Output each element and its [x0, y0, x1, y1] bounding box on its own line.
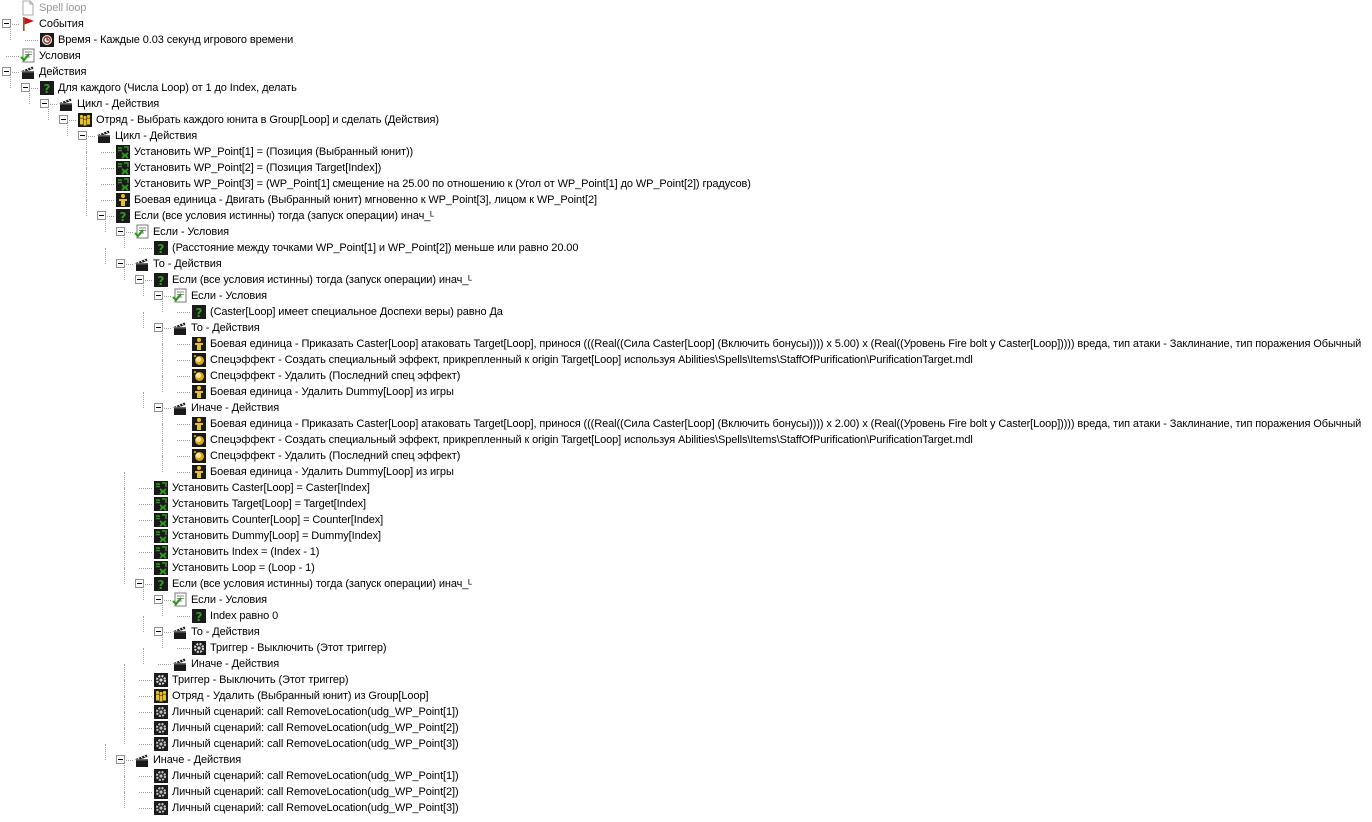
conditions-icon — [172, 592, 188, 608]
custom-script-icon — [153, 784, 169, 800]
tree-node[interactable] — [0, 96, 1372, 112]
tree-node[interactable] — [0, 272, 1372, 288]
tree-node-label: Установить Caster[Loop] = Caster[Index] — [172, 482, 370, 494]
custom-script-icon — [153, 768, 169, 784]
tree-node-label: Боевая единица - Приказать Caster[Loop] атаковать Target[Loop], принося (((Real((Сила Caster[Loop] (Включить бонусы)))) x 2.00) x (Real((Уровень Fire bolt у Caster[Loop])))) вреда, тип атаки - Заклинание, тип поражения Обычный — [210, 418, 1362, 430]
tree-node[interactable] — [0, 672, 1372, 688]
question-mark-icon — [153, 240, 169, 256]
tree-node-label: Index равно 0 — [210, 610, 279, 622]
svg-text:?: ? — [43, 82, 51, 96]
actions-clapper-icon — [134, 752, 150, 768]
svg-text:?: ? — [157, 578, 165, 592]
tree-node-label: Личный сценарий: call RemoveLocation(udg_WP_Point[2]) — [172, 722, 459, 734]
custom-script-icon — [153, 736, 169, 752]
set-variable-icon — [153, 528, 169, 544]
tree-node-label: Цикл - Действия — [115, 130, 198, 142]
actions-clapper-icon — [134, 256, 150, 272]
tree-node-label: Установить WP_Point[1] = (Позиция (Выбранный юнит)) — [134, 146, 414, 158]
tree-node-label: Время - Каждые 0.03 секунд игрового времени — [58, 34, 294, 46]
set-variable-icon — [153, 512, 169, 528]
special-effect-icon — [191, 368, 207, 384]
events-flag-icon — [20, 16, 36, 32]
tree-node[interactable] — [0, 544, 1372, 560]
tree-node[interactable] — [0, 112, 1372, 128]
tree-node[interactable] — [0, 448, 1372, 464]
set-variable-icon — [115, 176, 131, 192]
tree-node-label: Spell loop — [39, 2, 87, 14]
set-variable-icon — [153, 560, 169, 576]
tree-node-label: То - Действия — [191, 626, 260, 638]
tree-node[interactable] — [0, 512, 1372, 528]
svg-text:?: ? — [157, 242, 165, 256]
tree-node-label: Условия — [39, 50, 81, 62]
tree-node[interactable] — [0, 480, 1372, 496]
tree-node[interactable] — [0, 64, 1372, 80]
set-variable-icon — [115, 160, 131, 176]
tree-node-label: Если (все условия истинны) тогда (запуск операции) инач_ᴸ — [134, 210, 435, 222]
svg-text:?: ? — [195, 610, 203, 624]
tree-node-label: Личный сценарий: call RemoveLocation(udg_WP_Point[1]) — [172, 706, 459, 718]
special-effect-icon — [191, 432, 207, 448]
tree-node-label: Для каждого (Числа Loop) от 1 до Index, делать — [58, 82, 297, 94]
set-variable-icon — [115, 144, 131, 160]
tree-node-label: Если (все условия истинны) тогда (запуск операции) инач_ᴸ — [172, 578, 473, 590]
special-effect-icon — [191, 352, 207, 368]
custom-script-icon — [153, 800, 169, 816]
tree-node[interactable] — [0, 576, 1372, 592]
tree-node-label: Если - Условия — [191, 290, 268, 302]
tree-node[interactable] — [0, 768, 1372, 784]
tree-node-label: События — [39, 18, 84, 30]
trigger-document-icon — [20, 0, 36, 16]
tree-node-label: Установить Counter[Loop] = Counter[Index] — [172, 514, 384, 526]
tree-node[interactable] — [0, 784, 1372, 800]
tree-node[interactable] — [0, 736, 1372, 752]
custom-script-icon — [153, 704, 169, 720]
tree-node[interactable] — [0, 288, 1372, 304]
tree-node-label: Иначе - Действия — [153, 754, 242, 766]
tree-node-label: Спецэффект - Создать специальный эффект, прикрепленный к origin Target[Loop] используя Abilities\Spells\Items\StaffOfPurification\PurificationTarget.mdl — [210, 434, 973, 446]
set-variable-icon — [153, 496, 169, 512]
tree-node[interactable] — [0, 368, 1372, 384]
set-variable-icon — [153, 480, 169, 496]
tree-node-label: Иначе - Действия — [191, 658, 280, 670]
tree-node[interactable] — [0, 608, 1372, 624]
tree-node-label: Установить Target[Loop] = Target[Index] — [172, 498, 366, 510]
tree-node[interactable] — [0, 464, 1372, 480]
tree-node-label: Иначе - Действия — [191, 402, 280, 414]
tree-node-label: Если - Условия — [191, 594, 268, 606]
question-mark-icon — [153, 272, 169, 288]
svg-text:?: ? — [119, 210, 127, 224]
conditions-icon — [172, 288, 188, 304]
tree-node[interactable] — [0, 240, 1372, 256]
tree-node[interactable] — [0, 624, 1372, 640]
question-mark-icon — [39, 80, 55, 96]
actions-clapper-icon — [172, 624, 188, 640]
timer-event-icon — [39, 32, 55, 48]
tree-node[interactable] — [0, 160, 1372, 176]
tree-node-label: Установить Loop = (Loop - 1) — [172, 562, 315, 574]
tree-node[interactable] — [0, 656, 1372, 672]
tree-node[interactable] — [0, 304, 1372, 320]
tree-node[interactable] — [0, 752, 1372, 768]
tree-node-label: Если - Условия — [153, 226, 230, 238]
tree-node[interactable] — [0, 352, 1372, 368]
tree-node-label: Спецэффект - Создать специальный эффект, прикрепленный к origin Target[Loop] используя Abilities\Spells\Items\StaffOfPurification\PurificationTarget.mdl — [210, 354, 973, 366]
tree-node[interactable] — [0, 640, 1372, 656]
trigger-gear-icon — [191, 640, 207, 656]
tree-node[interactable] — [0, 336, 1372, 352]
tree-node-label: Боевая единица - Приказать Caster[Loop] атаковать Target[Loop], принося (((Real((Сила Caster[Loop] (Включить бонусы)))) x 5.00) x (Real((Уровень Fire bolt у Caster[Loop])))) вреда, тип атаки - Заклинание, тип поражения Обычный — [210, 338, 1362, 350]
tree-node[interactable] — [0, 704, 1372, 720]
unit-icon — [191, 384, 207, 400]
tree-node[interactable] — [0, 256, 1372, 272]
conditions-icon — [134, 224, 150, 240]
tree-node-label: Отряд - Выбрать каждого юнита в Group[Loop] и сделать (Действия) — [96, 114, 439, 126]
unit-icon — [191, 416, 207, 432]
tree-node-label: Личный сценарий: call RemoveLocation(udg_WP_Point[1]) — [172, 770, 459, 782]
actions-clapper-icon — [172, 320, 188, 336]
tree-node[interactable] — [0, 592, 1372, 608]
actions-clapper-icon — [172, 400, 188, 416]
svg-text:?: ? — [157, 274, 165, 288]
tree-node-label: Если (все условия истинны) тогда (запуск операции) инач_ᴸ — [172, 274, 473, 286]
trigger-gear-icon — [153, 672, 169, 688]
tree-node[interactable] — [0, 432, 1372, 448]
tree-node[interactable] — [0, 80, 1372, 96]
tree-node-label: Боевая единица - Удалить Dummy[Loop] из игры — [210, 466, 454, 478]
tree-node[interactable] — [0, 224, 1372, 240]
tree-node[interactable] — [0, 320, 1372, 336]
tree-node-label: То - Действия — [191, 322, 260, 334]
tree-node[interactable] — [0, 384, 1372, 400]
tree-node-label: Личный сценарий: call RemoveLocation(udg_WP_Point[3]) — [172, 802, 459, 814]
tree-node-label: Личный сценарий: call RemoveLocation(udg_WP_Point[3]) — [172, 738, 459, 750]
tree-node[interactable] — [0, 128, 1372, 144]
tree-node-label: (Caster[Loop] имеет специальное Доспехи веры) равно Да — [210, 306, 503, 318]
actions-clapper-icon — [20, 64, 36, 80]
set-variable-icon — [153, 544, 169, 560]
tree-node-label: Спецэффект - Удалить (Последний спец эффект) — [210, 450, 461, 462]
trigger-root-node[interactable] — [0, 0, 1372, 16]
tree-node[interactable] — [0, 800, 1372, 816]
tree-node[interactable] — [0, 528, 1372, 544]
tree-node[interactable] — [0, 144, 1372, 160]
actions-clapper-icon — [58, 96, 74, 112]
tree-node[interactable] — [0, 720, 1372, 736]
tree-node[interactable] — [0, 208, 1372, 224]
tree-node[interactable] — [0, 400, 1372, 416]
question-mark-icon — [115, 208, 131, 224]
tree-node-label: Установить Index = (Index - 1) — [172, 546, 320, 558]
tree-node-label: Отряд - Удалить (Выбранный юнит) из Group[Loop] — [172, 690, 429, 702]
tree-node-label: Установить WP_Point[2] = (Позиция Target[Index]) — [134, 162, 382, 174]
tree-node-label: Триггер - Выключить (Этот триггер) — [210, 642, 387, 654]
custom-script-icon — [153, 720, 169, 736]
tree-node[interactable] — [0, 688, 1372, 704]
special-effect-icon — [191, 448, 207, 464]
tree-node-label: Боевая единица - Двигать (Выбранный юнит) мгновенно к WP_Point[3], лицом к WP_Point[2] — [134, 194, 597, 206]
tree-node[interactable] — [0, 48, 1372, 64]
tree-node-label: Личный сценарий: call RemoveLocation(udg_WP_Point[2]) — [172, 786, 459, 798]
tree-node-label: То - Действия — [153, 258, 222, 270]
unit-group-icon — [77, 112, 93, 128]
unit-icon — [191, 464, 207, 480]
tree-node[interactable] — [0, 192, 1372, 208]
question-mark-icon — [191, 608, 207, 624]
tree-node[interactable] — [0, 176, 1372, 192]
actions-clapper-icon — [172, 656, 188, 672]
unit-icon — [115, 192, 131, 208]
unit-group-icon — [153, 688, 169, 704]
tree-node-label: (Расстояние между точками WP_Point[1] и WP_Point[2]) меньше или равно 20.00 — [172, 242, 579, 254]
tree-node[interactable] — [0, 416, 1372, 432]
tree-node[interactable] — [0, 496, 1372, 512]
tree-node-label: Спецэффект - Удалить (Последний спец эффект) — [210, 370, 461, 382]
tree-node[interactable] — [0, 16, 1372, 32]
tree-node[interactable] — [0, 32, 1372, 48]
svg-text:?: ? — [195, 306, 203, 320]
tree-node-label: Действия — [39, 66, 87, 78]
unit-icon — [191, 336, 207, 352]
conditions-icon — [20, 48, 36, 64]
tree-node-label: Триггер - Выключить (Этот триггер) — [172, 674, 349, 686]
question-mark-icon — [191, 304, 207, 320]
tree-node-label: Установить WP_Point[3] = (WP_Point[1] смещение на 25.00 по отношению к (Угол от WP_Point[1] до WP_Point[2]) градусов) — [134, 178, 751, 190]
tree-node-label: Установить Dummy[Loop] = Dummy[Index] — [172, 530, 382, 542]
tree-node[interactable] — [0, 560, 1372, 576]
actions-clapper-icon — [96, 128, 112, 144]
tree-node-label: Цикл - Действия — [77, 98, 160, 110]
question-mark-icon — [153, 576, 169, 592]
tree-node-label: Боевая единица - Удалить Dummy[Loop] из игры — [210, 386, 454, 398]
